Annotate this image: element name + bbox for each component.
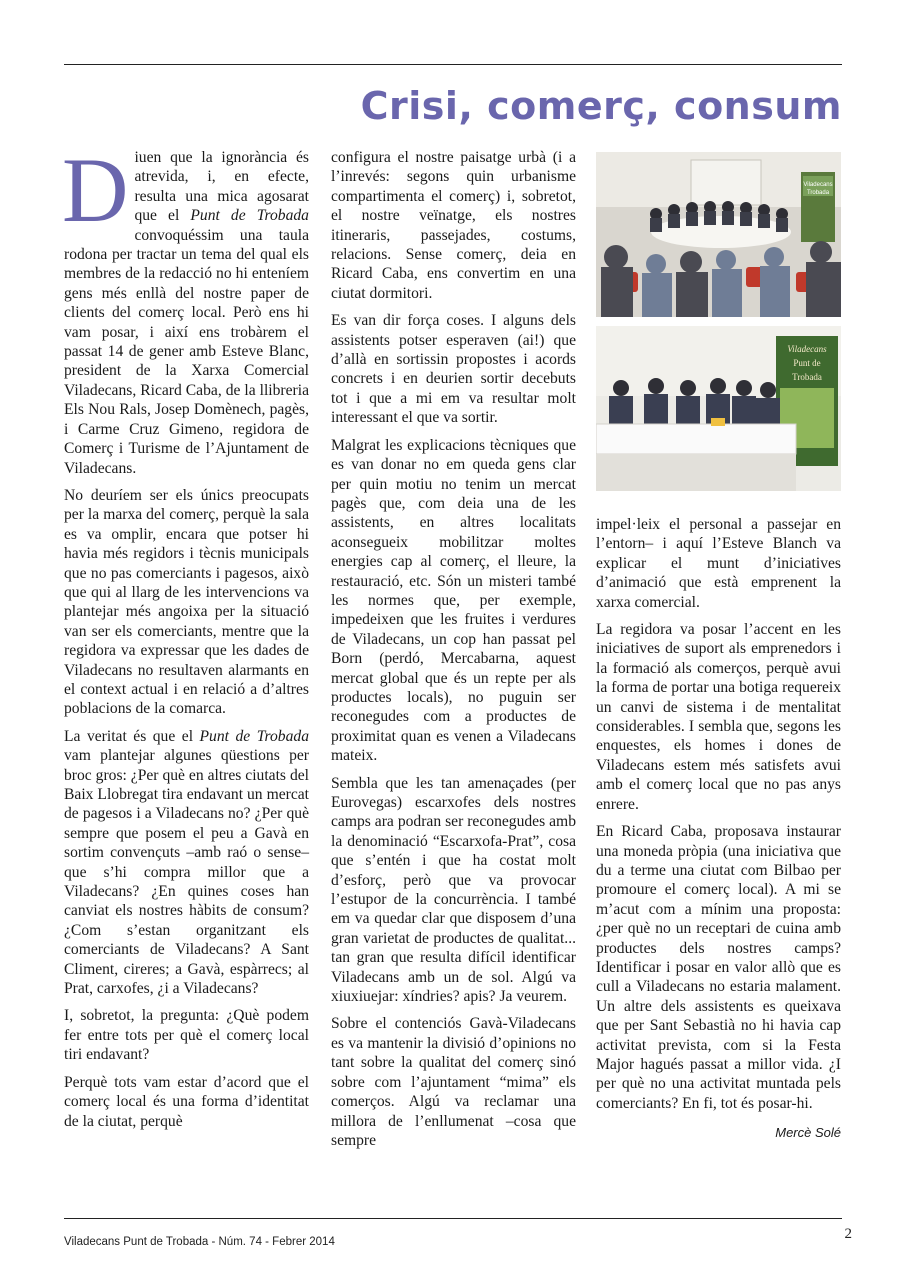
photo-panel (596, 326, 841, 491)
text: La veritat és que el (64, 727, 200, 745)
top-rule (64, 64, 842, 65)
paragraph: En Ricard Caba, proposava instaurar una moneda pròpia (una iniciativa que du a terme una ciutat com Bilbao per promoure el comerç local). A mi se m’acut com a mínim una proposta: ¿per què no un receptari de cuina amb productes dels nostres camps? Identificar i posar en valor allò que es cull a Viladecans no estaria malament. Un altre dels assistents es queixava que per Sant Sebastià no hi havia cap activitat prevista, com si la Festa Major hagués passat a millor vida. ¿I per què no una activitat muntada pels comerciants? En fi, tot és posar-hi. (596, 823, 841, 1112)
bottom-rule (64, 1218, 842, 1219)
drop-cap: D (62, 139, 129, 241)
paragraph: I, sobretot, la pregunta: ¿Què podem fer entre tots per què el comerç local tiri endavant? (64, 1007, 309, 1064)
article-column-1 (62, 139, 309, 1139)
text: convoquéssim una taula rodona per tractar un tema del qual els membres de la redacció no hi enteníem gens més enllà del nostre paper de clients del comerç local. Però ens hi vam posar, i així ens trobàrem el passat 14 de gener amb Esteve Blanc, president de la Xarxa Comercial Viladecans, Ricard Caba, de la llibreria Els Nou Rals, Josep Domènech, pagès, i Carme Cruz Gimeno, regidora de Comerç i Turisme de l’Ajuntament de Viladecans. (64, 226, 309, 477)
photo-audience-image (596, 152, 841, 317)
paragraph (62, 139, 309, 478)
banner-text: Viladecans (803, 182, 833, 188)
paragraph: La regidora va posar l’accent en les iniciatives de suport als emprenedors i la formació als comerços, perquè avui la forma de portar una botiga requereix un canvi de sistema i de mentalitat considerables. I sembla que, segons les enquestes, els homes i dones de Viladecans estem més satisfets avui amb el comerç local que no pas anys enrere. (596, 621, 841, 813)
paragraph: Sobre el contenciós Gavà-Viladecans es va mantenir la divisió d’opinions no tant sobre la qualitat del comerç sinó sobre com l’ajuntament “mima” els comerços. Algú va reclamar una millora de l’enllumenat –cosa que sempre (331, 1015, 576, 1149)
text: vam plantejar algunes qüestions per broc gros: ¿Per què en altres ciutats del Baix Llobregat tira endavant un mercat de pagesos i a Viladecans no? ¿Per què sempre que posem el peu a Gavà en sortim convençuts –amb raó o sense– que s’hi compra millor que a Viladecans? ¿En quines coses han canviat els nostres hàbits de consum? ¿Com s’estan organitzant els comerciants de Viladecans? A Sant Climent, cireres; a Gavà, espàrrecs; al Prat, carxofes, ¿i a Viladecans? (64, 747, 309, 998)
photo-audience (596, 152, 841, 317)
author-signature: Mercè Solé (775, 1125, 841, 1141)
paragraph: Malgrat les explicacions tècniques que es van donar no em queda gens clar per quin motiu no tenim un mercat pagès que, com deia una de les assistents, en altres localitats aconsegueix mobilitzar moltes energies cap al comerç, el lleure, la restauració, etc. Són un misteri també les normes que, per exemple, impedeixen que les fruites i verdures de Viladecans, un cop han passat pel Born (perdó, Mercabarna, aquest mercat global que és un repte per als productes locals), no puguin ser reconegudes com a productes de proximitat quan es venen a Viladecans mateix. (331, 436, 576, 765)
paragraph (64, 727, 309, 999)
paragraph: Es van dir força coses. I alguns dels assistents potser esperaven (ai!) que d’allà en sortissin propostes i acords concrets i en deurien sortir decebuts tot i que a mi em va resultar molt interessant el que va sortir. (331, 312, 576, 427)
banner-text: Punt de (793, 358, 821, 368)
footer-text: Viladecans Punt de Trobada - Núm. 74 - Febrer 2014 (64, 1236, 335, 1248)
paragraph: No deuríem ser els únics preocupats per la marxa del comerç, perquè la sala es va omplir, encara que potser hi havia més regidors i tècnis municipals que no pas comerciants i pagesos, això que qui al llarg de les intervencions va plantejar més angoixa per la situació van ser els comerciants, mentre que la regidora va expressar que les dades de Viladecans no resultaven alarmants en el context actual i en relació a d’altres poblacions de la comarca. (64, 486, 309, 718)
paragraph: Perquè tots vam estar d’acord que el comerç local és una forma d’identitat de la ciutat, perquè (64, 1073, 309, 1130)
publication-name: Punt de Trobada (190, 207, 309, 225)
paragraph: configura el nostre paisatge urbà (i a l’inrevés: segons quin urbanisme compartimenta el comerç) i, sobretot, el nostre veïnatge, els nostres itineraris, passejades, costums, relacions. Sense comerç, deia en Ricard Caba, ens convertim en una ciutat dormitori. (331, 149, 576, 302)
banner-text: Viladecans (787, 344, 827, 354)
banner-text: Trobada (792, 372, 822, 382)
publication-name: Punt de Trobada (199, 727, 309, 745)
banner-text: Trobada (806, 190, 830, 196)
photo-panel-image (596, 326, 841, 491)
page-number: 2 (844, 1226, 852, 1242)
text: iuen que la ignorància és atrevida, i, en efecte, resulta una mica agosarat que el (134, 149, 309, 225)
paragraph: Sembla que les tan amenaçades (per Eurovegas) escarxofes dels nostres camps ara podran ser reconegudes amb la denominació “Escarxofa-Prat”, cosa que s’entén i que ha costat molt d’esforç, però que va provocar l’estupor de la concurrència. I també em va quedar clar que disposem d’una gran varietat de productes de qualitat... tan gran que resulta difícil identificar Viladecans amb un de sol. Algú va xiuxiuejar: xíndries? apis? Ja veurem. (331, 774, 576, 1006)
article-column-2 (331, 148, 576, 1158)
paragraph: impel·leix el personal a passejar en l’entorn– i aquí l’Esteve Blanch va explicar el munt d’iniciatives d’animació que està emprenent la xarxa comercial. (596, 516, 841, 611)
article-column-3 (596, 515, 841, 1143)
article-title: Crisi, comerç, consum (360, 84, 842, 128)
